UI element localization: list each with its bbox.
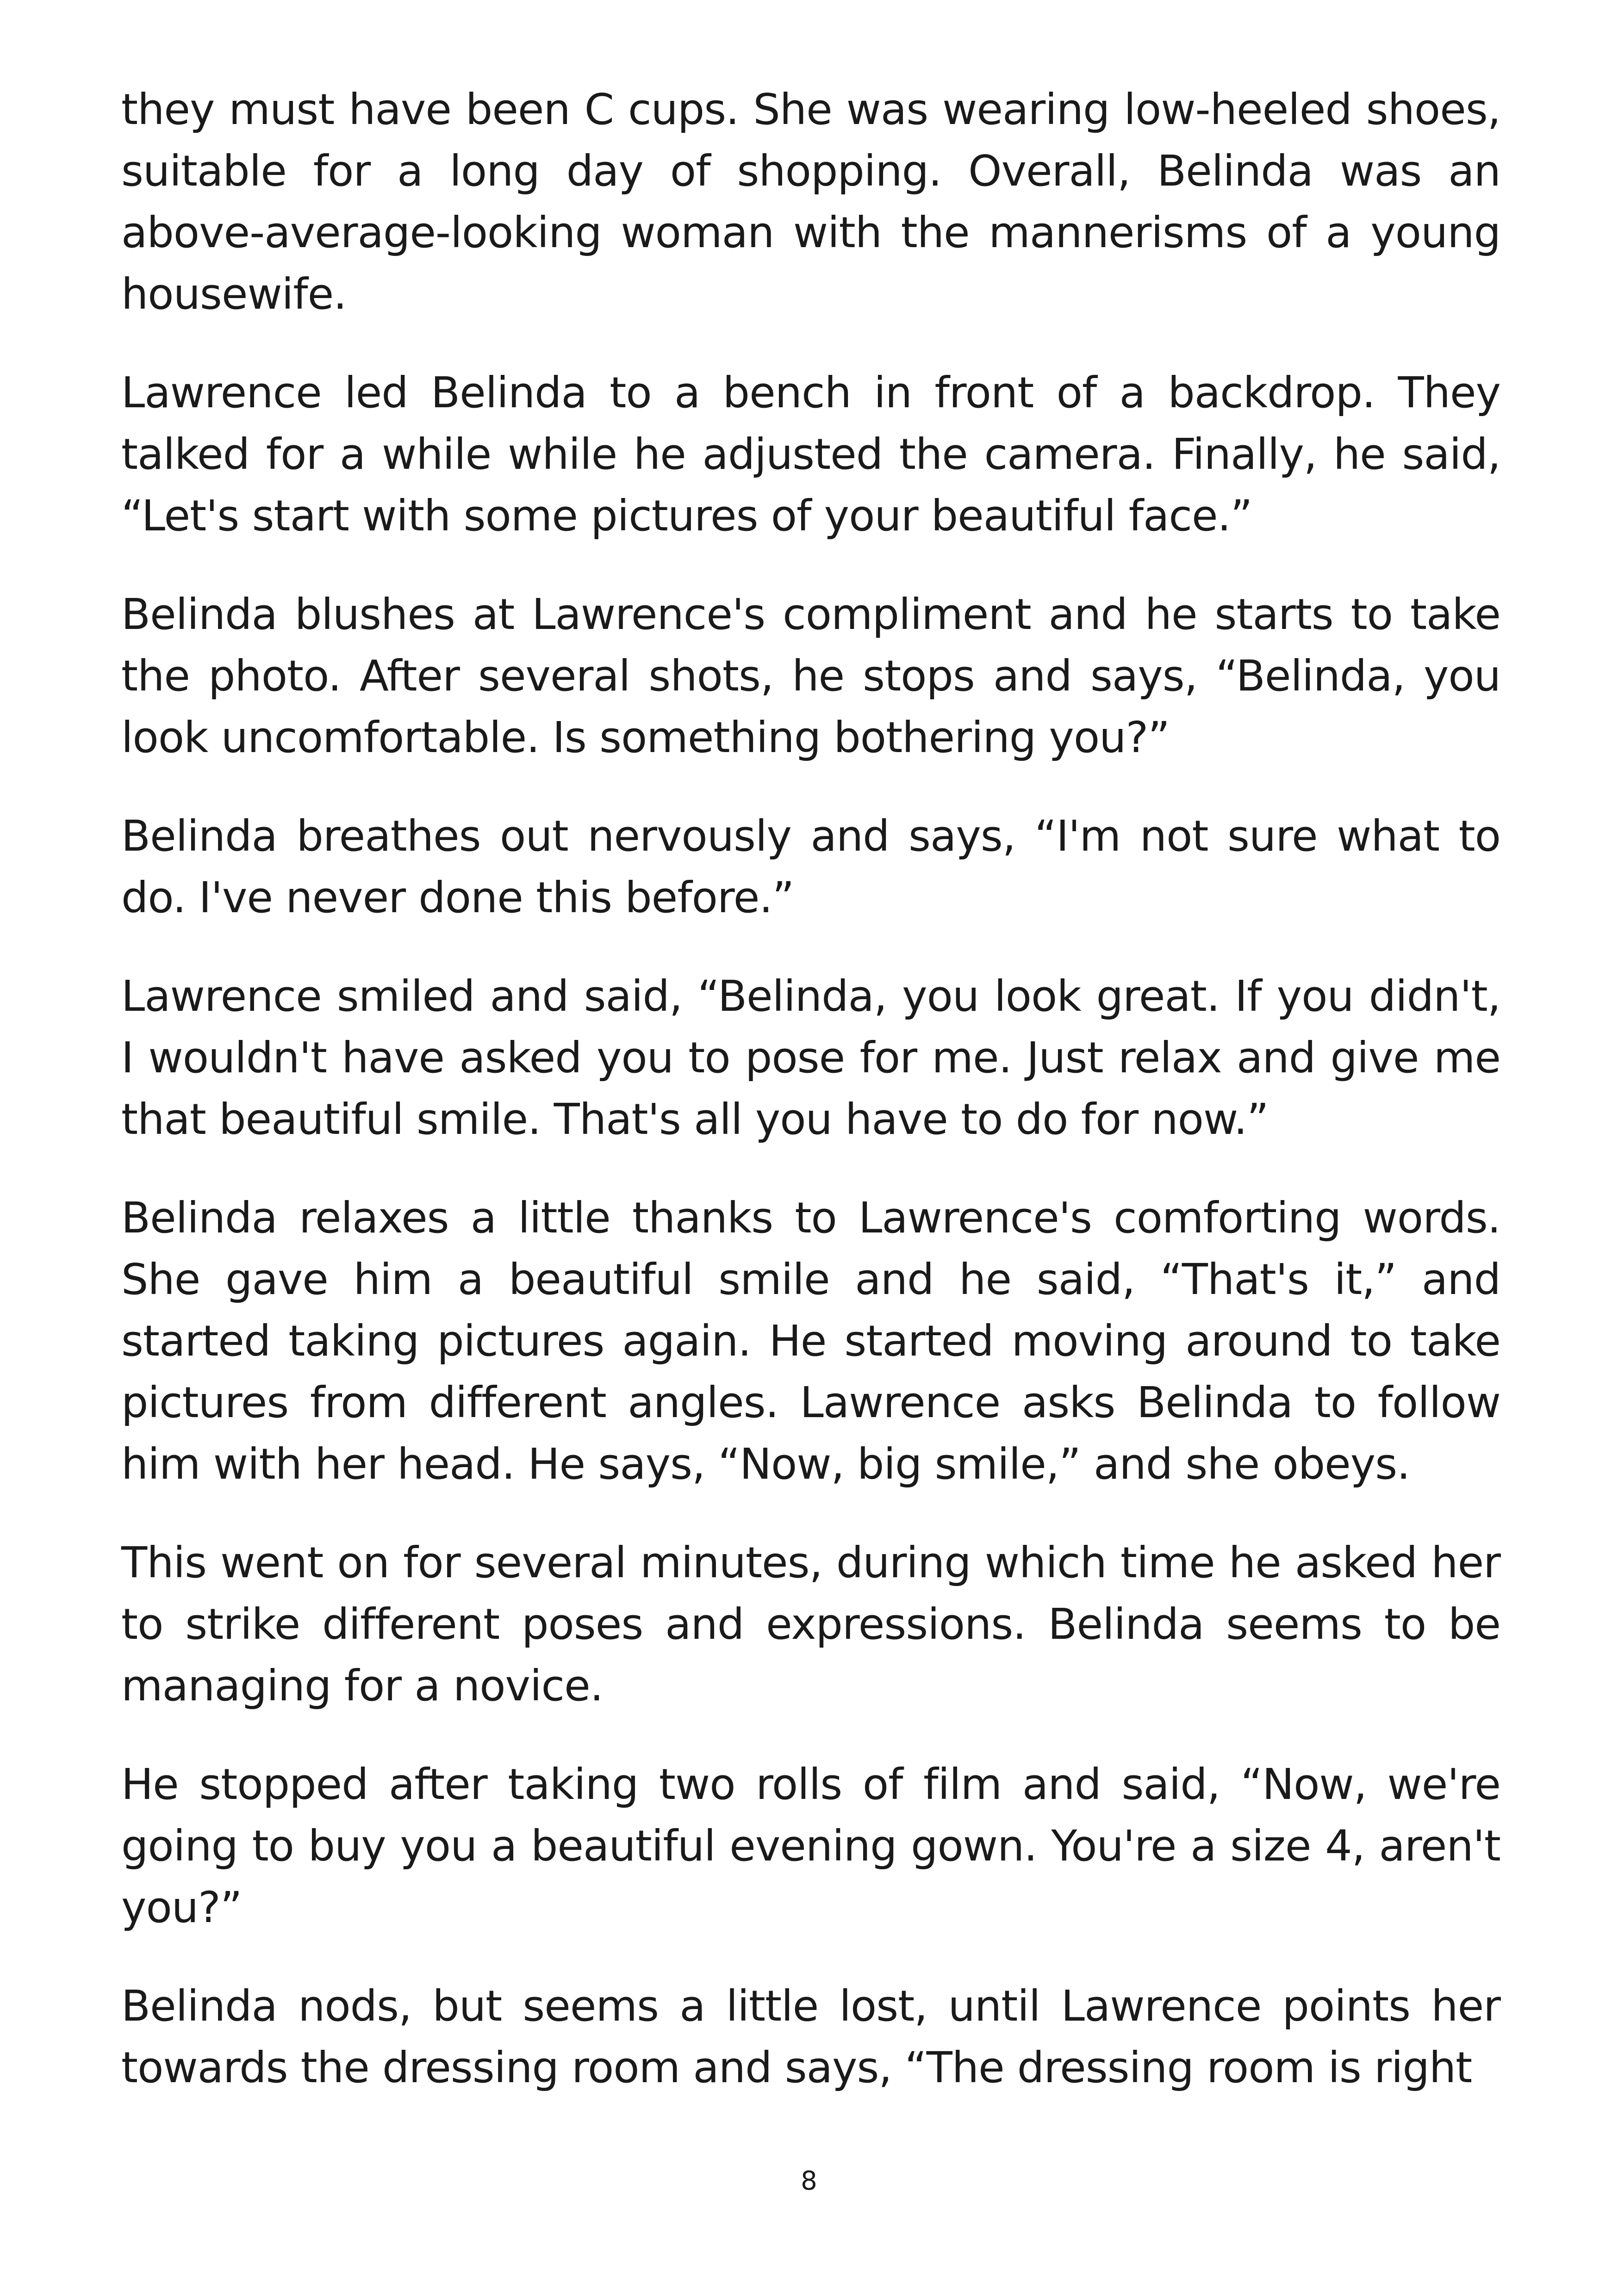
paragraph-6: Belinda relaxes a little thanks to Lawrence's comforting words. She gave him a beautiful smile and he said, “That's it,” and started taking pictures again. He started moving around to take pictures from different angles. Lawrence asks Belinda to follow him with her head. He says, “Now, big smile,” and she obeys.: [121, 1193, 1500, 1489]
paragraph-8: He stopped after taking two rolls of film and said, “Now, we're going to buy you a beautiful evening gown. You're a size 4, aren't you?”: [121, 1760, 1500, 1932]
body-text: [121, 79, 1500, 2135]
paragraph-1: they must have been C cups. She was wearing low-heeled shoes, suitable for a long day of shopping. Overall, Belinda was an above-average-looking woman with the mannerisms of a young housewife.: [121, 85, 1500, 319]
page-number: 8: [801, 2166, 817, 2196]
paragraph-9: Belinda nods, but seems a little lost, until Lawrence points her towards the dressing room and says, “The dressing room is right: [121, 1981, 1500, 2092]
paragraph-3: Belinda blushes at Lawrence's compliment and he starts to take the photo. After several shots, he stops and says, “Belinda, you look uncomfortable. Is something bothering you?”: [121, 590, 1500, 762]
paragraph-2: Lawrence led Belinda to a bench in front of a backdrop. They talked for a while while he adjusted the camera. Finally, he said, “Let's start with some pictures of your beautiful face.”: [121, 368, 1500, 541]
paragraph-7: This went on for several minutes, during which time he asked her to strike different poses and expressions. Belinda seems to be managing for a novice.: [121, 1538, 1500, 1711]
paragraph-4: Belinda breathes out nervously and says, “I'm not sure what to do. I've never done this before.”: [121, 811, 1500, 922]
paragraph-5: Lawrence smiled and said, “Belinda, you look great. If you didn't, I wouldn't have asked you to pose for me. Just relax and give me that beautiful smile. That's all you have to do for now.”: [121, 971, 1500, 1144]
